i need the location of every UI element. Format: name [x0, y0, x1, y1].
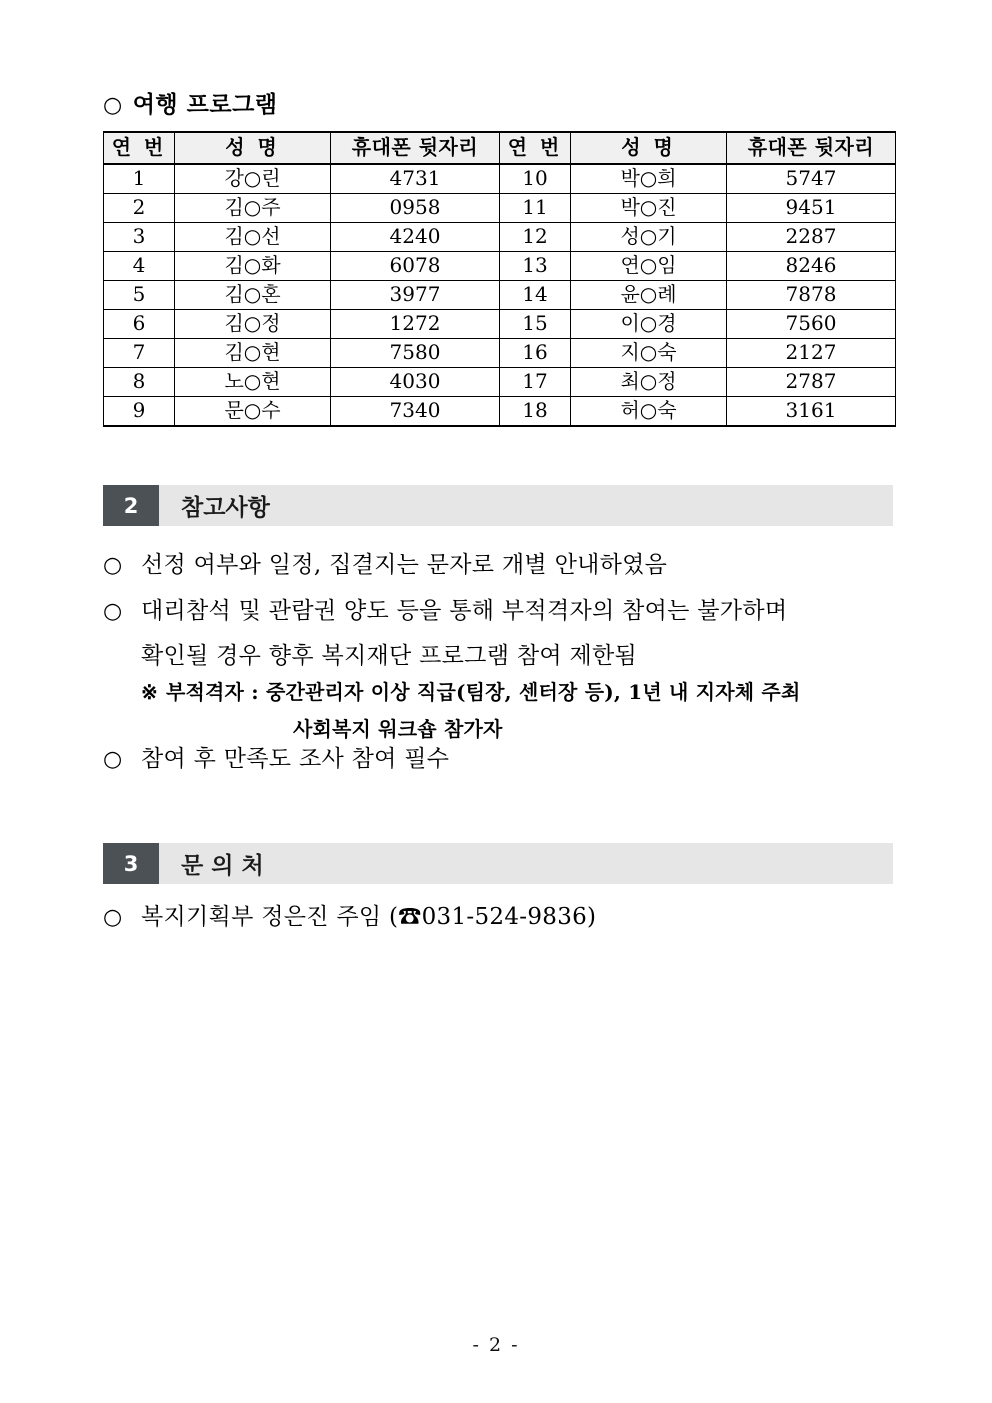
roster-table-container	[103, 131, 895, 427]
note-item-1	[103, 554, 667, 577]
cell-phone-right: 2127	[727, 339, 896, 368]
circle-bullet-icon: ○	[103, 905, 123, 930]
cell-name-left: 강○린	[175, 164, 331, 194]
cell-phone-left: 4030	[331, 368, 500, 397]
cell-no-right: 16	[500, 339, 571, 368]
cell-name-right: 허○숙	[571, 397, 727, 427]
roster-table-body	[104, 164, 896, 426]
cell-no-left: 9	[104, 397, 175, 427]
cell-name-right: 박○진	[571, 194, 727, 223]
cell-no-left: 3	[104, 223, 175, 252]
section-title-3: 문 의 처	[181, 853, 264, 879]
cell-no-right: 13	[500, 252, 571, 281]
table-row	[104, 223, 896, 252]
cell-phone-right: 2287	[727, 223, 896, 252]
cell-phone-right: 2787	[727, 368, 896, 397]
column-header-no-right: 연 번	[500, 132, 571, 164]
disqualification-note-line-1	[141, 676, 800, 705]
cell-phone-left: 0958	[331, 194, 500, 223]
cell-phone-right: 5747	[727, 164, 896, 194]
circle-bullet-icon: ○	[103, 599, 123, 624]
note-item-2-text: 대리참석 및 관람권 양도 등을 통해 부적격자의 참여는 불가하며	[141, 598, 788, 624]
cell-no-right: 10	[500, 164, 571, 194]
note-item-2	[103, 600, 787, 623]
cell-name-left: 김○정	[175, 310, 331, 339]
cell-name-right: 지○숙	[571, 339, 727, 368]
note-item-2-continuation: 확인될 경우 향후 복지재단 프로그램 참여 제한됨	[141, 643, 638, 669]
cell-phone-left: 6078	[331, 252, 500, 281]
cell-no-right: 18	[500, 397, 571, 427]
cell-no-right: 14	[500, 281, 571, 310]
table-row	[104, 281, 896, 310]
cell-no-left: 5	[104, 281, 175, 310]
contact-text: 복지기획부 정은진 주임 (☎031-524-9836)	[141, 904, 597, 930]
cell-phone-left: 7340	[331, 397, 500, 427]
cell-no-left: 6	[104, 310, 175, 339]
column-header-no-left: 연 번	[104, 132, 175, 164]
program-heading-label: 여행 프로그램	[132, 91, 278, 118]
table-row	[104, 397, 896, 427]
disqualification-note-line-2: 사회복지 워크숍 참가자	[293, 717, 503, 741]
section-header-2	[103, 485, 893, 526]
page-number: - 2 -	[472, 1334, 520, 1356]
cell-phone-left: 4731	[331, 164, 500, 194]
section-number-2: 2	[103, 485, 159, 526]
disqualification-note-text-1: 부적격자 : 중간관리자 이상 직급(팀장, 센터장 등), 1년 내 지자체 주최	[165, 680, 801, 704]
cell-name-right: 윤○례	[571, 281, 727, 310]
note-item-1-text: 선정 여부와 일정, 집결지는 문자로 개별 안내하였음	[141, 552, 668, 578]
cell-no-right: 12	[500, 223, 571, 252]
roster-table	[103, 131, 896, 427]
contact-line	[103, 906, 596, 929]
cell-phone-left: 1272	[331, 310, 500, 339]
cell-phone-left: 7580	[331, 339, 500, 368]
table-row	[104, 310, 896, 339]
cell-phone-right: 7878	[727, 281, 896, 310]
cell-phone-left: 4240	[331, 223, 500, 252]
cell-no-left: 2	[104, 194, 175, 223]
section-number-3: 3	[103, 843, 159, 884]
cell-name-right: 이○경	[571, 310, 727, 339]
cell-name-left: 김○혼	[175, 281, 331, 310]
cell-phone-right: 8246	[727, 252, 896, 281]
program-heading	[103, 86, 278, 119]
column-header-phone-left: 휴대폰 뒷자리	[331, 132, 500, 164]
column-header-name-right: 성 명	[571, 132, 727, 164]
cell-name-left: 김○현	[175, 339, 331, 368]
circle-bullet-icon: ○	[103, 747, 123, 772]
cell-name-left: 노○현	[175, 368, 331, 397]
cell-name-right: 연○임	[571, 252, 727, 281]
reference-mark-icon: ※	[141, 680, 158, 704]
section-title-2: 참고사항	[181, 495, 270, 521]
table-row	[104, 194, 896, 223]
circle-bullet-icon: ○	[103, 93, 123, 118]
cell-phone-right: 3161	[727, 397, 896, 427]
cell-name-left: 김○선	[175, 223, 331, 252]
table-row	[104, 339, 896, 368]
cell-name-left: 김○화	[175, 252, 331, 281]
cell-phone-right: 7560	[727, 310, 896, 339]
cell-no-right: 17	[500, 368, 571, 397]
note-item-3	[103, 748, 449, 771]
cell-no-left: 8	[104, 368, 175, 397]
circle-bullet-icon: ○	[103, 553, 123, 578]
table-row	[104, 368, 896, 397]
cell-phone-left: 3977	[331, 281, 500, 310]
column-header-phone-right: 휴대폰 뒷자리	[727, 132, 896, 164]
cell-name-left: 김○주	[175, 194, 331, 223]
cell-name-left: 문○수	[175, 397, 331, 427]
cell-no-left: 4	[104, 252, 175, 281]
table-row	[104, 252, 896, 281]
cell-name-right: 성○기	[571, 223, 727, 252]
cell-name-right: 박○희	[571, 164, 727, 194]
cell-phone-right: 9451	[727, 194, 896, 223]
table-row	[104, 164, 896, 194]
note-item-3-text: 참여 후 만족도 조사 참여 필수	[141, 746, 450, 772]
column-header-name-left: 성 명	[175, 132, 331, 164]
cell-no-left: 1	[104, 164, 175, 194]
cell-no-left: 7	[104, 339, 175, 368]
cell-name-right: 최○정	[571, 368, 727, 397]
table-header-row	[104, 132, 896, 164]
cell-no-right: 15	[500, 310, 571, 339]
section-header-3	[103, 843, 893, 884]
cell-no-right: 11	[500, 194, 571, 223]
